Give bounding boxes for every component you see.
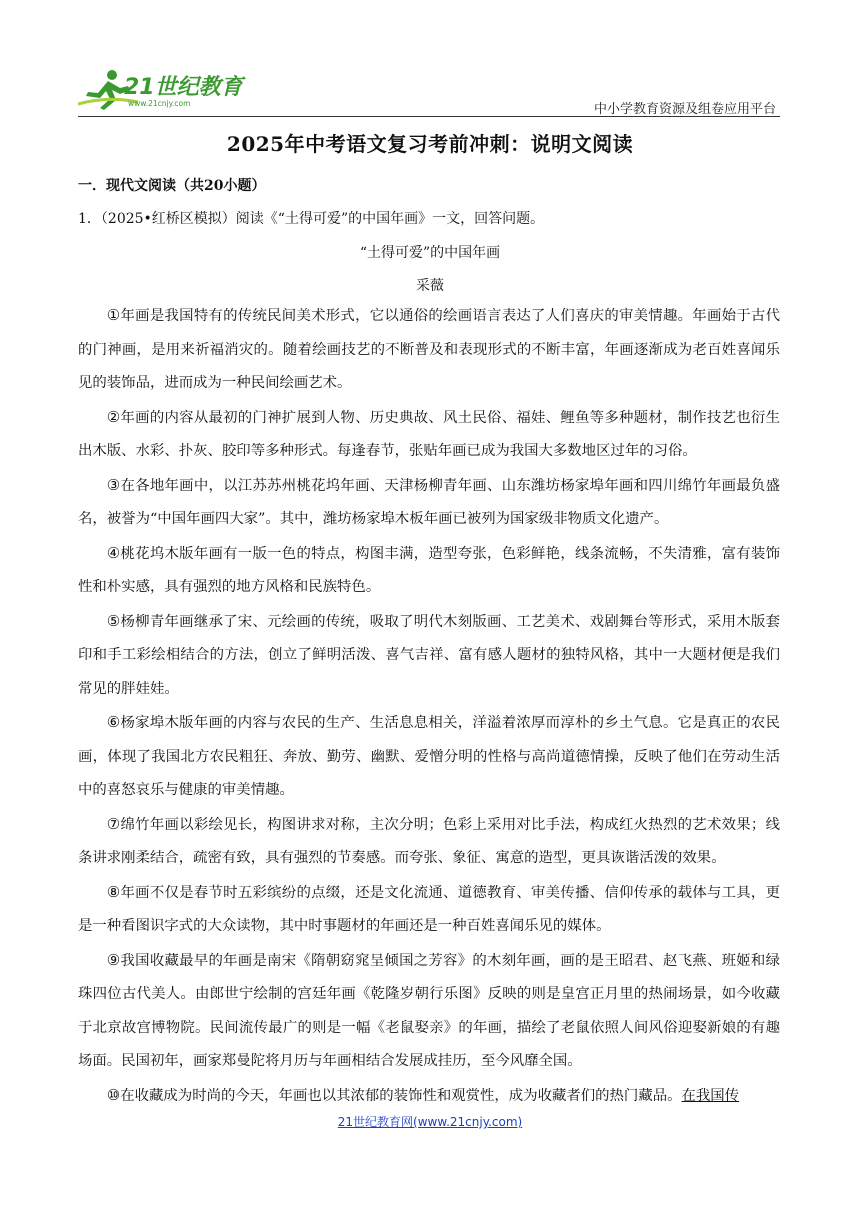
footer-link[interactable]: 21世纪教育网(www.21cnjy.com) (337, 1115, 523, 1129)
paragraph: ⑦绵竹年画以彩绘见长，构图讲求对称，主次分明；色彩上采用对比手法，构成红火热烈的艺术效果；线条讲求刚柔结合，疏密有致，具有强烈的节奏感。而夸张、象征、寓意的造型，更具诙谐活泼的效果。 (78, 814, 780, 866)
paragraph: ⑤杨柳青年画继承了宋、元绘画的传统，吸取了明代木刻版画、工艺美术、戏剧舞台等形式，采用木版套印和手工彩绘相结合的方法，创立了鲜明活泼、喜气吉祥、富有感人题材的独特风格，其中一大题材便是我们常见的胖娃娃。 (78, 611, 780, 697)
paragraph: ⑩在收藏成为时尚的今天，年画也以其浓郁的装饰性和观赏性，成为收藏者们的热门藏品。在我国传 (106, 1085, 740, 1104)
paragraph: ⑨我国收藏最早的年画是南宋《隋朝窈窕呈倾国之芳容》的木刻年画，画的是王昭君、赵飞燕、班姬和绿珠四位古代美人。由郎世宁绘制的宫廷年画《乾隆岁朝行乐图》反映的则是皇宫正月里的热闹场景，如今收藏于北京故宫博物院。民间流传最广的则是一幅《老鼠娶亲》的年画，描绘了老鼠依照人间风俗迎娶新娘的有趣场面。民国初年，画家郑曼陀将月历与年画相结合发展成挂历，至今风靡全国。 (78, 950, 780, 1069)
section-heading: 一．现代文阅读（共20小题） (78, 178, 266, 194)
paragraph: ②年画的内容从最初的门神扩展到人物、历史典故、风土民俗、福娃、鲤鱼等多种题材，制作技艺也衍生出木版、水彩、扑灰、胶印等多种形式。每逢春节，张贴年画已成为我国大多数地区过年的习俗。 (78, 407, 780, 459)
header-divider (78, 116, 780, 117)
paragraph: ③在各地年画中，以江苏苏州桃花坞年画、天津杨柳青年画、山东潍坊杨家埠年画和四川绵竹年画最负盛名，被誉为“中国年画四大家”。其中，潍坊杨家埠木板年画已被列为国家级非物质文化遗产。 (78, 475, 780, 527)
platform-name: 中小学教育资源及组卷应用平台 (593, 102, 776, 117)
logo (78, 66, 258, 112)
page-header (78, 62, 780, 117)
paragraph: ⑥杨家埠木版年画的内容与农民的生产、生活息息相关，洋溢着浓厚而淳朴的乡土气息。它是真正的农民画，体现了我国北方农民粗狂、奔放、勤劳、幽默、爱憎分明的性格与高尚道德情操，反映了他们在劳动生活中的喜怒哀乐与健康的审美情趣。 (78, 713, 780, 798)
logo-text: 21世纪教育 (124, 75, 243, 100)
logo-url: www.21cnjy.com (128, 99, 191, 108)
article-title: “土得可爱”的中国年画 (359, 245, 501, 261)
article-body (78, 299, 780, 1113)
article-author: 采薇 (416, 278, 444, 294)
question-prompt: 1．（2025•红桥区模拟）阅读《“土得可爱”的中国年画》一文，回答问题。 (78, 211, 545, 227)
paragraph: ①年画是我国特有的传统民间美术形式，它以通俗的绘画语言表达了人们喜庆的审美情趣。年画始于古代的门神画，是用来祈福消灾的。随着绘画技艺的不断普及和表现形式的不断丰富，年画逐渐成为老百姓喜闻乐见的装饰品，进而成为一种民间绘画艺术。 (78, 306, 780, 391)
paragraph: ④桃花坞木版年画有一版一色的特点，构图丰满，造型夸张，色彩鲜艳，线条流畅，不失清雅，富有装饰性和朴实感，具有强烈的地方风格和民族特色。 (78, 543, 780, 595)
underlined-text: 在我国传 (681, 1087, 740, 1104)
page-title: 2025年中考语文复习考前冲刺：说明文阅读 (226, 132, 634, 156)
paragraph: ⑧年画不仅是春节时五彩缤纷的点缀，还是文化流通、道德教育、审美传播、信仰传承的载体与工具，更是一种看图识字式的大众读物，其中时事题材的年画还是一种百姓喜闻乐见的媒体。 (78, 882, 780, 934)
